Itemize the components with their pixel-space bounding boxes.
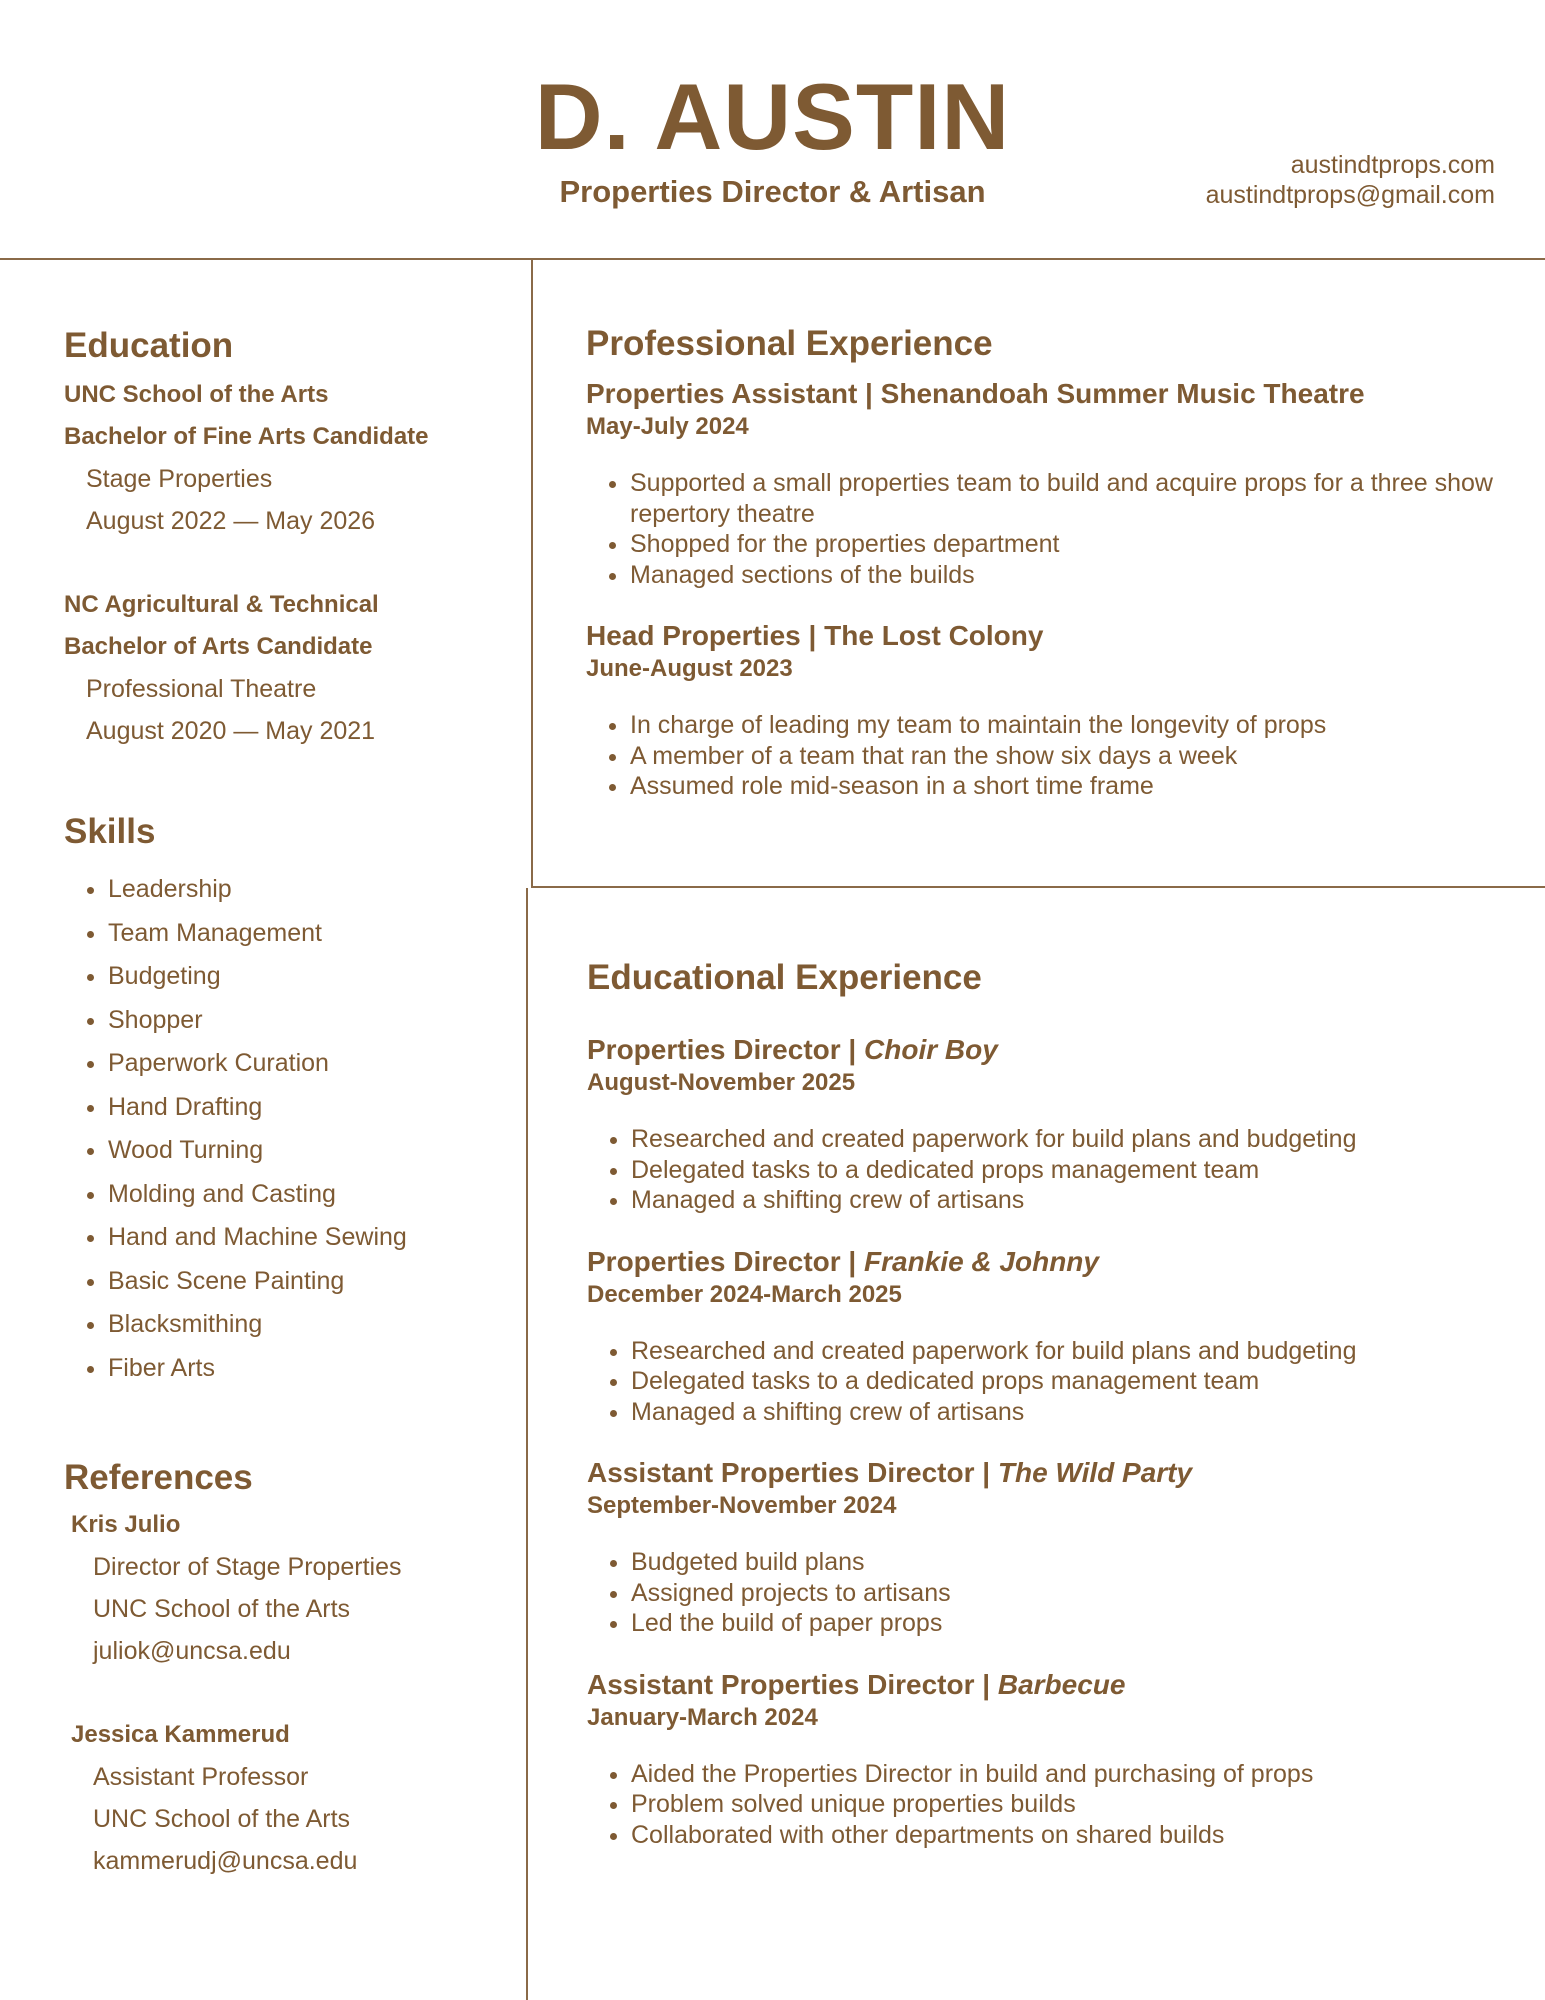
job-entry xyxy=(587,1032,1507,1216)
professional-section xyxy=(586,322,1506,830)
references-heading: References xyxy=(64,1458,253,1497)
job-dates: August-November 2025 xyxy=(587,1069,856,1096)
job-dates: May-July 2024 xyxy=(586,413,749,440)
edu-focus: Stage Properties xyxy=(86,465,273,493)
skill-item: • Paperwork Curation xyxy=(108,1042,524,1086)
skill-item: • Molding and Casting xyxy=(108,1173,524,1217)
job-bullet: • Budgeted build plans xyxy=(631,1547,1507,1578)
edu-degree: Bachelor of Arts Candidate xyxy=(64,633,373,660)
job-role: Properties Director | xyxy=(587,1034,865,1065)
job-bullet: • In charge of leading my team to maintain the longevity of props xyxy=(630,710,1506,741)
reference-email[interactable]: juliok@uncsa.edu xyxy=(93,1637,291,1665)
header-divider xyxy=(0,258,1545,260)
job-bullets xyxy=(586,710,1506,802)
reference-email[interactable]: kammerudj@uncsa.edu xyxy=(93,1847,358,1875)
skills-list xyxy=(64,868,524,1390)
job-dates: January-March 2024 xyxy=(587,1703,818,1731)
edu-focus: Professional Theatre xyxy=(86,675,317,703)
job-bullet: • Delegated tasks to a dedicated props management team xyxy=(631,1155,1507,1186)
job-bullet: • Managed a shifting crew of artisans xyxy=(631,1397,1507,1428)
job-bullet: • Managed sections of the builds xyxy=(630,560,1506,591)
contact-block xyxy=(1206,150,1495,210)
skill-item: • Blacksmithing xyxy=(108,1303,524,1347)
educational-section xyxy=(587,956,1507,1878)
job-bullets xyxy=(587,1547,1507,1639)
skill-item: • Basic Scene Painting xyxy=(108,1260,524,1304)
job-bullet: • A member of a team that ran the show six days a week xyxy=(630,741,1506,772)
reference-name: Jessica Kammerud xyxy=(71,1721,290,1748)
job-role: Assistant Properties Director | xyxy=(587,1457,998,1488)
job-title: Properties Assistant | Shenandoah Summer Music Theatre xyxy=(586,378,1365,409)
job-bullet: • Collaborated with other departments on shared builds xyxy=(631,1820,1507,1851)
job-bullet: • Led the build of paper props xyxy=(631,1608,1507,1639)
job-bullets xyxy=(587,1124,1507,1216)
educational-heading: Educational Experience xyxy=(587,958,982,997)
skill-item: • Fiber Arts xyxy=(108,1347,524,1391)
reference-role: Assistant Professor xyxy=(93,1763,309,1791)
job-title xyxy=(587,1667,1507,1703)
job-bullet: • Researched and created paperwork for build plans and budgeting xyxy=(631,1336,1507,1367)
column-divider-lower xyxy=(526,888,528,2000)
email-link[interactable]: austindtprops@gmail.com xyxy=(1205,181,1495,209)
edu-degree: Bachelor of Fine Arts Candidate xyxy=(64,423,429,450)
skill-item: • Hand Drafting xyxy=(108,1086,524,1130)
job-entry xyxy=(586,618,1506,802)
references-section xyxy=(64,1456,524,1882)
edu-school: UNC School of the Arts xyxy=(64,381,329,408)
right-section-divider xyxy=(532,886,1545,888)
job-role: Assistant Properties Director | xyxy=(587,1668,998,1700)
job-bullets xyxy=(587,1759,1507,1851)
show-title: Choir Boy xyxy=(864,1034,998,1065)
job-entry xyxy=(587,1455,1507,1639)
job-title: Head Properties | The Lost Colony xyxy=(586,620,1044,651)
job-bullet: • Researched and created paperwork for build plans and budgeting xyxy=(631,1124,1507,1155)
show-title: Barbecue xyxy=(997,1668,1126,1700)
edu-school: NC Agricultural & Technical xyxy=(64,591,379,618)
show-title: Frankie & Johnny xyxy=(864,1245,1099,1277)
job-title xyxy=(587,1455,1507,1491)
education-section xyxy=(64,324,524,752)
education-heading: Education xyxy=(64,326,234,365)
skills-section xyxy=(64,810,524,1390)
column-divider-upper xyxy=(531,258,533,888)
skill-item: • Budgeting xyxy=(108,955,524,999)
website-link[interactable]: austindtprops.com xyxy=(1290,151,1495,179)
edu-dates: August 2022 — May 2026 xyxy=(86,507,376,535)
job-entry xyxy=(587,1244,1507,1428)
skill-item: • Hand and Machine Sewing xyxy=(108,1216,524,1260)
job-subtitle: Properties Director & Artisan xyxy=(559,174,986,209)
job-bullet: • Aided the Properties Director in build and purchasing of props xyxy=(631,1759,1507,1790)
job-bullet: • Assigned projects to artisans xyxy=(631,1578,1507,1609)
professional-heading: Professional Experience xyxy=(586,324,993,363)
job-bullet: • Problem solved unique properties builds xyxy=(631,1789,1507,1820)
edu-dates: August 2020 — May 2021 xyxy=(86,717,376,745)
job-role: Properties Director | xyxy=(587,1245,865,1277)
job-title xyxy=(587,1032,1507,1068)
job-bullet: • Supported a small properties team to build and acquire props for a three show repertory theatre xyxy=(630,468,1506,529)
job-bullet: • Delegated tasks to a dedicated props management team xyxy=(631,1366,1507,1397)
skill-item: • Wood Turning xyxy=(108,1129,524,1173)
job-dates: June-August 2023 xyxy=(586,655,793,682)
show-title: The Wild Party xyxy=(997,1457,1193,1488)
job-bullet: • Managed a shifting crew of artisans xyxy=(631,1185,1507,1216)
skill-item: • Leadership xyxy=(108,868,524,912)
reference-role: Director of Stage Properties xyxy=(93,1553,402,1581)
job-title xyxy=(587,1244,1507,1280)
skill-item: • Shopper xyxy=(108,999,524,1043)
skill-item: • Team Management xyxy=(108,912,524,956)
name-heading: D. AUSTIN xyxy=(534,64,1011,169)
job-entry xyxy=(587,1667,1507,1851)
job-entry xyxy=(586,376,1506,590)
job-bullet: • Assumed role mid-season in a short time frame xyxy=(630,771,1506,802)
job-dates: September-November 2024 xyxy=(587,1492,897,1519)
job-dates: December 2024-March 2025 xyxy=(587,1280,902,1308)
job-bullets xyxy=(587,1336,1507,1428)
skills-heading: Skills xyxy=(64,812,156,851)
job-bullets xyxy=(586,468,1506,590)
reference-org: UNC School of the Arts xyxy=(93,1595,351,1623)
reference-org: UNC School of the Arts xyxy=(93,1805,351,1833)
reference-name: Kris Julio xyxy=(71,1511,181,1538)
job-bullet: • Shopped for the properties department xyxy=(630,529,1506,560)
